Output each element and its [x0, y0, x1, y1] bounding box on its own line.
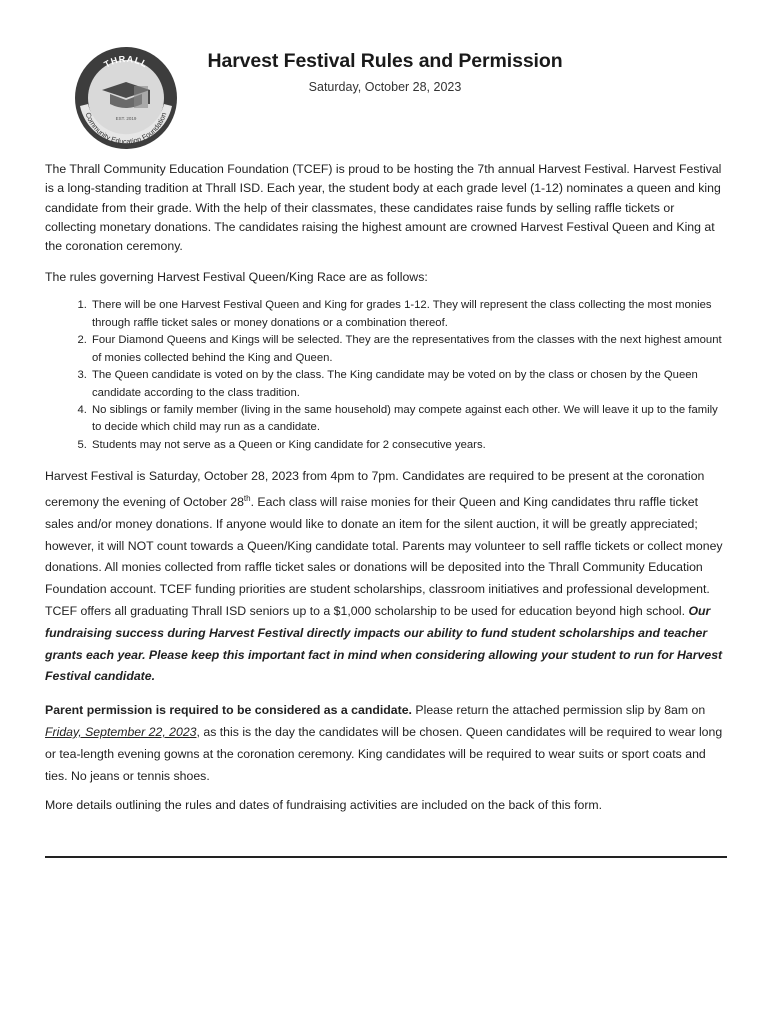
permission-deadline: Friday, September 22, 2023 — [45, 725, 197, 739]
logo-est-text: EST. 2019 — [115, 116, 137, 121]
logo-seal-icon — [74, 46, 178, 150]
rule-item: 3. The Queen candidate is voted on by the class. The King candidate may be voted on by the class or chosen by the Queen candidate according to the class tradition. — [90, 367, 725, 402]
permission-text-1: Please return the attached permission slip by 8am on — [411, 703, 706, 718]
rule-item: 5. Students may not serve as a Queen or King candidate for 2 consecutive years. — [90, 437, 725, 454]
foundation-logo — [74, 46, 178, 150]
event-text-2: . Each class will raise monies for their Queen and King candidates thru raffle ticket sales and/or money donations. If anyone would like to donate an item for the silent auction, it will be greatly appreciated; however, it will NOT count towards a Queen/King candidate total. Parents may volunteer to sell raffle tickets or collect money donations. All monies collected from raffle ticket sales or donations will be deposited into the Thrall Community Education Foundation account. TCEF funding priorities are student scholarships, classroom initiatives and professional development. TCEF offers all graduating Thrall ISD seniors up to a $1,000 scholarship to be used for education beyond high school. — [45, 495, 723, 619]
rules-intro: The rules governing Harvest Festival Queen/King Race are as follows: — [45, 270, 428, 285]
event-paragraph — [45, 466, 725, 688]
permission-paragraph — [45, 700, 725, 787]
event-emphasis: Our fundraising success during Harvest Festival directly impacts our ability to fund student scholarships and teacher grants each year. Please keep this important fact in mind when considering allowing your student to run for Harvest Festival candidate. — [45, 604, 723, 684]
intro-paragraph: The Thrall Community Education Foundation (TCEF) is proud to be hosting the 7th annual Harvest Festival. Harvest Festival is a long-standing tradition at Thrall ISD. Each year, the student body at each grade level (1-12) nominates a queen and king candidate from their grade. With the help of their classmates, these candidates raise funds by selling raffle tickets or collecting monetary donations. The candidates raising the highest amount are crowned Harvest Festival Queen and King at the coronation ceremony. — [45, 162, 722, 254]
horizontal-divider — [45, 856, 727, 858]
event-text-1: Harvest Festival is Saturday, October 28, 2023 from 4pm to 7pm. Candidates are required to be present at the coronation ceremony the evening of October 28 — [45, 469, 705, 510]
rule-item: 2. Four Diamond Queens and Kings will be selected. They are the representatives from the classes with the next highest amount of monies collected behind the King and Queen. — [90, 332, 725, 367]
more-details: More details outlining the rules and dates of fundraising activities are included on the back of this form. — [45, 798, 603, 813]
permission-text-2: , as this is the day the candidates will be chosen. Queen candidates will be required to wear long or tea-length evening gowns at the coronation ceremony. King candidates will be required to wear suits or sport coats and ties. No jeans or tennis shoes. — [45, 725, 723, 783]
event-date: Saturday, October 28, 2023 — [308, 80, 462, 94]
document-body — [45, 160, 725, 815]
permission-lead: Parent permission is required to be considered as a candidate. — [45, 703, 412, 718]
logo-top-text: THRALL — [102, 53, 150, 70]
page-title: Harvest Festival Rules and Permission — [207, 50, 563, 72]
rule-item: 1. There will be one Harvest Festival Queen and King for grades 1-12. They will represent the class collecting the most monies through raffle ticket sales or money donations or a combination thereof. — [90, 297, 725, 332]
document-header — [190, 50, 580, 94]
logo-bottom-text: Community Education Foundation — [83, 111, 169, 147]
rules-list — [45, 297, 725, 454]
event-sup: th — [243, 493, 251, 503]
rule-item: 4. No siblings or family member (living in the same household) may compete against each other. We will leave it up to the family to decide which child may run as a candidate. — [90, 402, 725, 437]
